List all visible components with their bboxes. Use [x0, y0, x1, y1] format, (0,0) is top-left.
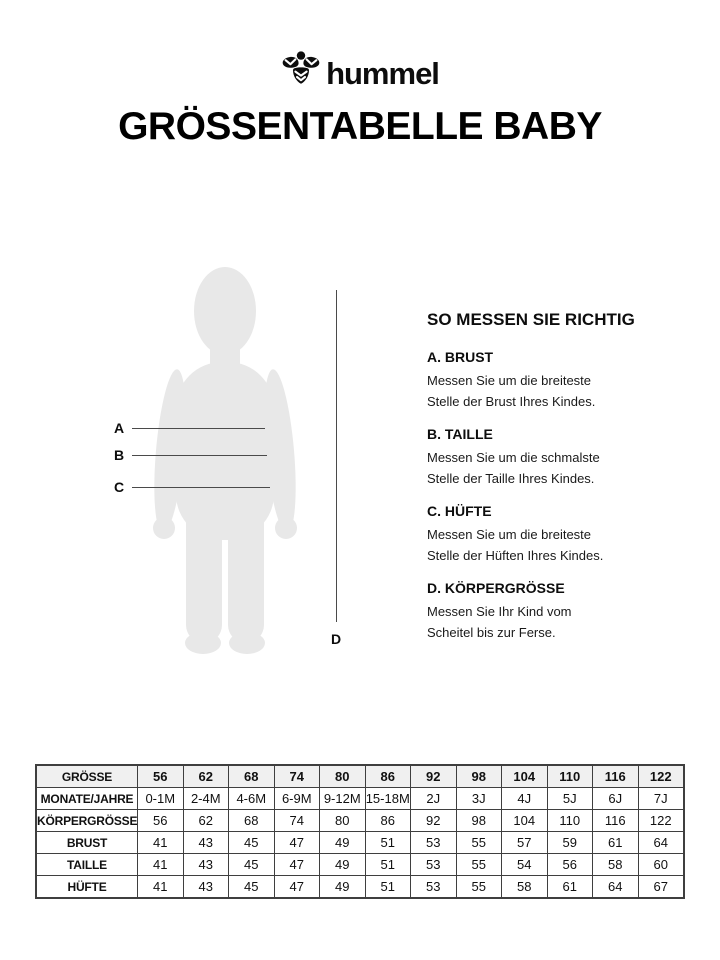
size-cell: 58: [502, 876, 548, 898]
instruction-taille: [427, 425, 697, 489]
size-cell: 55: [456, 832, 502, 854]
size-cell: 2J: [411, 788, 457, 810]
instruction-huefte: [427, 502, 697, 566]
size-cell: 51: [365, 854, 411, 876]
size-cell: 45: [229, 832, 275, 854]
table-row: [37, 788, 684, 810]
measure-line-brust: [132, 428, 265, 429]
measure-line-huefte: [132, 487, 270, 488]
size-cell: 92: [411, 810, 457, 832]
instruction-title: C. HÜFTE: [427, 503, 492, 519]
hummel-logo: [0, 50, 720, 90]
size-cell: 51: [365, 832, 411, 854]
row-label: KÖRPERGRÖSSE: [37, 810, 138, 832]
size-cell: 57: [502, 832, 548, 854]
size-cell: 7J: [638, 788, 684, 810]
size-cell: 86: [365, 810, 411, 832]
measure-line-taille: [132, 455, 267, 456]
size-cell: 53: [411, 832, 457, 854]
row-label: GRÖSSE: [37, 766, 138, 788]
size-cell: 43: [183, 832, 229, 854]
size-cell: 98: [456, 766, 502, 788]
size-cell: 110: [547, 810, 593, 832]
size-cell: 45: [229, 854, 275, 876]
size-cell: 67: [638, 876, 684, 898]
measure-label-d: D: [331, 631, 342, 647]
instruction-brust: [427, 348, 697, 412]
instruction-title: D. KÖRPERGRÖSSE: [427, 580, 565, 596]
size-cell: 53: [411, 854, 457, 876]
size-cell: 68: [229, 810, 275, 832]
size-cell: 45: [229, 876, 275, 898]
size-cell: 62: [183, 810, 229, 832]
size-cell: 47: [274, 854, 320, 876]
row-label: TAILLE: [37, 854, 138, 876]
table-row: [37, 832, 684, 854]
page-title: GRÖSSENTABELLE BABY: [118, 105, 602, 148]
instruction-text: Messen Sie um die breiteste Stelle der Brust Ihres Kindes.: [427, 373, 596, 409]
size-cell: 56: [547, 854, 593, 876]
instruction-koerpergroesse: [427, 579, 697, 643]
size-cell: 51: [365, 876, 411, 898]
size-cell: 86: [365, 766, 411, 788]
size-cell: 41: [138, 832, 184, 854]
size-cell: 2-4M: [183, 788, 229, 810]
size-cell: 61: [593, 832, 639, 854]
size-cell: 54: [502, 854, 548, 876]
size-cell: 116: [593, 810, 639, 832]
size-cell: 55: [456, 876, 502, 898]
size-cell: 92: [411, 766, 457, 788]
size-cell: 41: [138, 876, 184, 898]
hummel-bee-icon: [281, 50, 321, 90]
size-cell: 56: [138, 766, 184, 788]
size-cell: 0-1M: [138, 788, 184, 810]
instruction-text: Messen Sie um die breiteste Stelle der Hüften Ihres Kindes.: [427, 527, 604, 563]
instruction-title: B. TAILLE: [427, 426, 493, 442]
size-cell: 80: [320, 766, 366, 788]
size-table: [36, 765, 684, 898]
size-cell: 62: [183, 766, 229, 788]
size-cell: 59: [547, 832, 593, 854]
size-cell: 122: [638, 766, 684, 788]
size-cell: 53: [411, 876, 457, 898]
size-cell: 74: [274, 766, 320, 788]
size-cell: 47: [274, 832, 320, 854]
size-cell: 47: [274, 876, 320, 898]
instruction-title: A. BRUST: [427, 349, 494, 365]
size-cell: 49: [320, 854, 366, 876]
size-cell: 116: [593, 766, 639, 788]
measure-label-c: C: [114, 479, 125, 495]
size-cell: 60: [638, 854, 684, 876]
table-row: [37, 876, 684, 898]
table-row: [37, 810, 684, 832]
instruction-text: Messen Sie um die schmalste Stelle der Taille Ihres Kindes.: [427, 450, 600, 486]
size-cell: 6-9M: [274, 788, 320, 810]
size-cell: 15-18M: [365, 788, 411, 810]
measure-label-b: B: [114, 447, 125, 463]
size-cell: 61: [547, 876, 593, 898]
measuring-instructions: [427, 310, 697, 656]
size-table-body: [37, 766, 684, 898]
size-cell: 58: [593, 854, 639, 876]
size-cell: 80: [320, 810, 366, 832]
hummel-wordmark: hummel: [326, 55, 439, 91]
size-cell: 104: [502, 810, 548, 832]
size-cell: 122: [638, 810, 684, 832]
size-cell: 98: [456, 810, 502, 832]
size-cell: 41: [138, 854, 184, 876]
size-cell: 5J: [547, 788, 593, 810]
row-label: HÜFTE: [37, 876, 138, 898]
measure-label-a: A: [114, 420, 125, 436]
size-cell: 43: [183, 854, 229, 876]
size-cell: 64: [593, 876, 639, 898]
instruction-text: Messen Sie Ihr Kind vom Scheitel bis zur Ferse.: [427, 604, 572, 640]
instructions-heading: SO MESSEN SIE RICHTIG: [427, 310, 635, 329]
size-cell: 56: [138, 810, 184, 832]
size-cell: 74: [274, 810, 320, 832]
size-cell: 104: [502, 766, 548, 788]
table-row: [37, 854, 684, 876]
size-cell: 4J: [502, 788, 548, 810]
row-label: BRUST: [37, 832, 138, 854]
size-cell: 43: [183, 876, 229, 898]
size-cell: 68: [229, 766, 275, 788]
measure-line-koerpergroesse: [336, 290, 337, 622]
size-cell: 3J: [456, 788, 502, 810]
size-cell: 55: [456, 854, 502, 876]
size-cell: 49: [320, 832, 366, 854]
size-cell: 4-6M: [229, 788, 275, 810]
size-cell: 64: [638, 832, 684, 854]
row-label: MONATE/JAHRE: [37, 788, 138, 810]
size-cell: 6J: [593, 788, 639, 810]
table-row: [37, 766, 684, 788]
size-cell: 110: [547, 766, 593, 788]
size-cell: 9-12M: [320, 788, 366, 810]
size-cell: 49: [320, 876, 366, 898]
